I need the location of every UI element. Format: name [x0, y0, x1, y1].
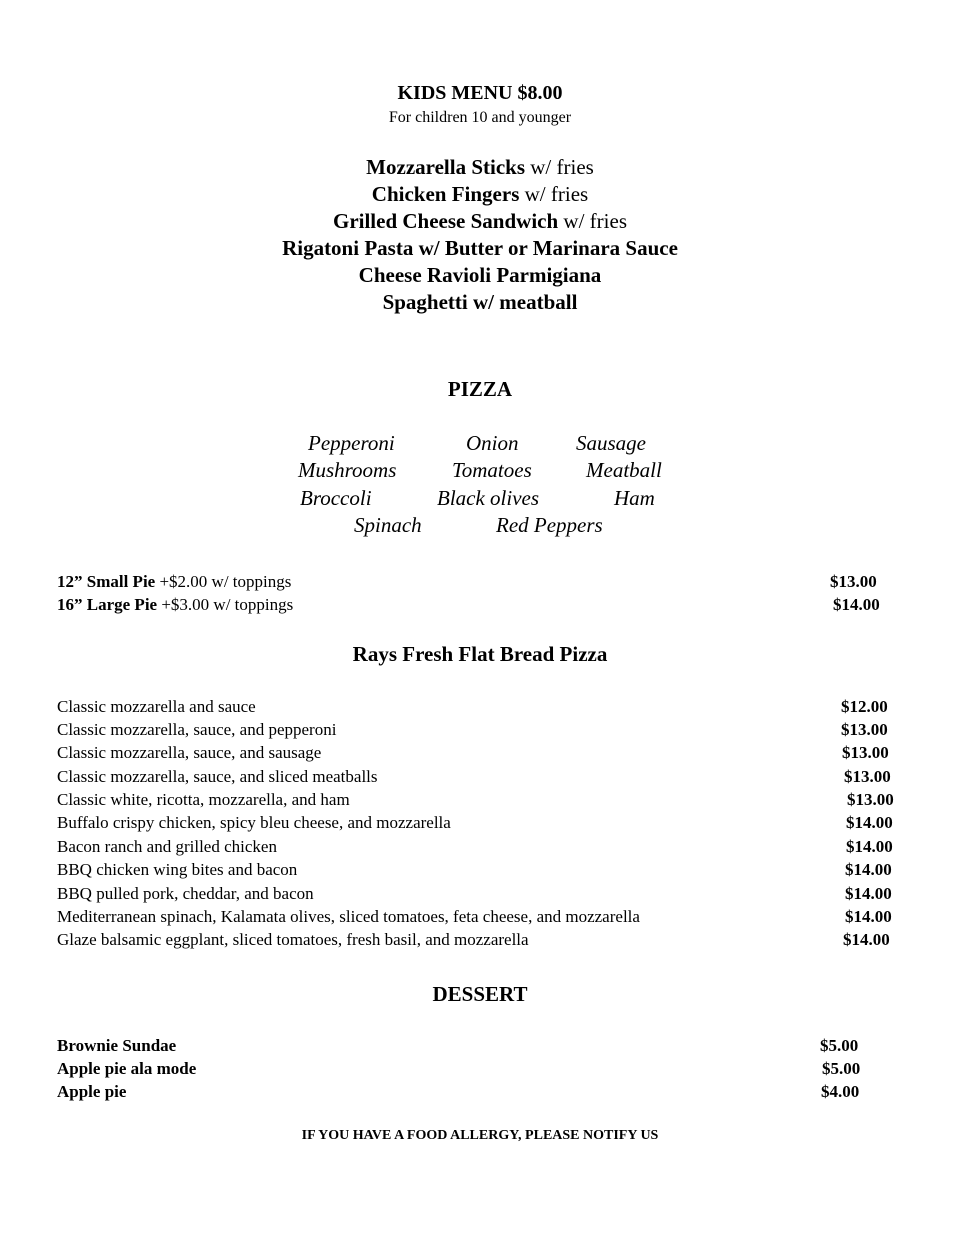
topping-item: Broccoli: [300, 486, 372, 510]
dessert-item-name: Brownie Sundae: [57, 1036, 177, 1055]
kids-item-name: Cheese Ravioli Parmigiana: [358, 263, 602, 287]
dessert-item-price: $5.00: [822, 1059, 861, 1078]
dessert-item-name: Apple pie ala mode: [57, 1059, 197, 1078]
topping-item: Meatball: [586, 458, 662, 482]
kids-menu-title: KIDS MENU $8.00: [397, 82, 563, 104]
pizza-size-row: [57, 595, 293, 615]
pizza-size-name: 16” Large Pie: [57, 595, 158, 614]
flatbread-item-price: $14.00: [845, 884, 892, 903]
dessert-item-price: $4.00: [821, 1082, 860, 1101]
kids-item-name: Rigatoni Pasta w/ Butter or Marinara Sauce: [282, 236, 678, 260]
topping-item: Mushrooms: [298, 458, 397, 482]
kids-menu-subtitle: For children 10 and younger: [388, 109, 572, 126]
flatbread-item-name: BBQ chicken wing bites and bacon: [57, 860, 298, 879]
flatbread-item-name: BBQ pulled pork, cheddar, and bacon: [57, 884, 314, 903]
kids-item: [0, 236, 960, 261]
topping-item: Sausage: [576, 431, 646, 455]
flatbread-item-name: Classic mozzarella and sauce: [57, 697, 256, 716]
flatbread-item-price: $13.00: [842, 743, 889, 762]
kids-item-name: Mozzarella Sticks: [366, 155, 525, 179]
kids-item-suffix: w/ fries: [558, 209, 627, 233]
flatbread-item-name: Buffalo crispy chicken, spicy bleu cheese, and mozzarella: [57, 813, 451, 832]
flatbread-item-name: Classic mozzarella, sauce, and pepperoni: [57, 720, 337, 739]
topping-item: Pepperoni: [308, 431, 395, 455]
flatbread-item-price: $14.00: [845, 860, 892, 879]
kids-item-suffix: w/ fries: [525, 155, 594, 179]
kids-item: [0, 290, 960, 315]
flatbread-item-price: $14.00: [843, 930, 890, 949]
flatbread-item-price: $13.00: [841, 720, 888, 739]
dessert-item-name: Apple pie: [57, 1082, 127, 1101]
kids-item-name: Spaghetti w/ meatball: [382, 290, 578, 314]
flatbread-item-name: Classic white, ricotta, mozzarella, and ham: [57, 790, 350, 809]
topping-item: Red Peppers: [496, 513, 603, 537]
kids-item-name: Chicken Fingers: [371, 182, 520, 206]
topping-item: Ham: [614, 486, 655, 510]
flatbread-item-price: $14.00: [845, 907, 892, 926]
flatbread-section-title: Rays Fresh Flat Bread Pizza: [352, 642, 608, 666]
kids-item-name: Grilled Cheese Sandwich: [332, 209, 559, 233]
topping-item: Onion: [466, 431, 519, 455]
kids-item: [0, 155, 960, 180]
kids-item: [0, 263, 960, 288]
pizza-section-title: PIZZA: [447, 377, 513, 401]
pizza-size-row: [57, 572, 291, 592]
flatbread-item-name: Glaze balsamic eggplant, sliced tomatoes, fresh basil, and mozzarella: [57, 930, 529, 949]
flatbread-item-name: Mediterranean spinach, Kalamata olives, sliced tomatoes, feta cheese, and mozzarella: [57, 907, 640, 926]
pizza-size-price: $13.00: [830, 572, 877, 591]
flatbread-item-name: Classic mozzarella, sauce, and sausage: [57, 743, 322, 762]
kids-item: [0, 209, 960, 234]
topping-item: Tomatoes: [452, 458, 532, 482]
flatbread-item-price: $12.00: [841, 697, 888, 716]
topping-item: Spinach: [354, 513, 422, 537]
flatbread-item-name: Bacon ranch and grilled chicken: [57, 837, 277, 856]
flatbread-item-price: $13.00: [847, 790, 894, 809]
flatbread-item-name: Classic mozzarella, sauce, and sliced meatballs: [57, 767, 378, 786]
pizza-size-extra: +$2.00 w/ toppings: [155, 572, 292, 591]
dessert-section-title: DESSERT: [432, 982, 528, 1006]
kids-item-suffix: w/ fries: [519, 182, 589, 206]
flatbread-item-price: $14.00: [846, 813, 893, 832]
pizza-size-extra: +$3.00 w/ toppings: [157, 595, 294, 614]
flatbread-item-price: $13.00: [844, 767, 891, 786]
pizza-size-price: $14.00: [833, 595, 880, 614]
pizza-size-name: 12” Small Pie: [57, 572, 156, 591]
allergy-notice: IF YOU HAVE A FOOD ALLERGY, PLEASE NOTIFY US: [301, 1128, 659, 1143]
dessert-item-price: $5.00: [820, 1036, 859, 1055]
flatbread-item-price: $14.00: [846, 837, 893, 856]
topping-item: Black olives: [437, 486, 540, 510]
kids-item: [0, 182, 960, 207]
